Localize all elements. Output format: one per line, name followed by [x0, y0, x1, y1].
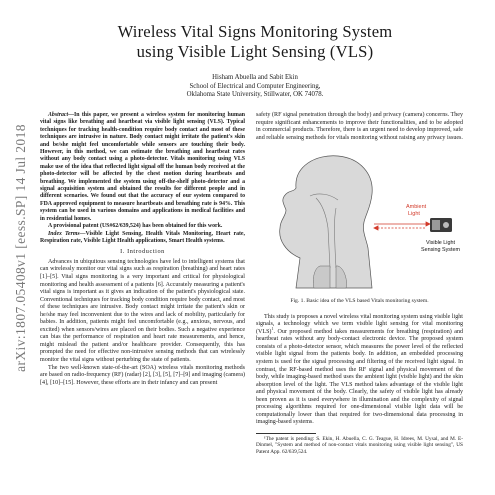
lungs-icon: [313, 266, 346, 288]
title-line-1: Wireless Vital Signs Monitoring System: [117, 22, 393, 41]
affiliation-line-2: Oklahoma State University, Stillwater, OK 74078.: [186, 91, 324, 99]
intro-paragraph-1: Advances in ubiquitous sensing technologies have led to intelligent systems that can wirelessly monitor our vital signs such as respiration (breathing) and heart rates [1]–[5]. Vital signs monitoring is a very important and critical for physiological monitoring and health assessment of a patients [6]. Accurately measuring a patient's vital signs is important as it gives an indication of the patient's physiological state. Conventional techniques for tracking body condition require body contact, and most of these techniques are intrusive. Body contact might irritate the patient's skin or he/she may feel inconvenient due to the wires and lack of mobility, particularly for babies. In addition, patients might feel uncomfortable (e.g., anxious, nervous, and excited) when sensors/wires are placed on their bodies. Such a negative experience can bias the performance of respiration and heart rate measurements, and hence, might mislead the patient and/or healthcare provider. Consequently, this has prompted the need for effective non-intrusive sensing methods that can wirelessly monitor the vital signs without perturbing the state of patients.: [40, 258, 245, 363]
arxiv-identifier: [6, 90, 28, 420]
paper-title: [40, 22, 470, 62]
system-label-1: Visible Light: [426, 240, 455, 247]
footnote-marker: 1: [271, 325, 274, 331]
abstract-label: Abstract: [48, 112, 69, 118]
author-names: Hisham Abuella and Sabit Ekin: [212, 74, 298, 81]
light-label: Light: [408, 211, 420, 218]
section-heading-introduction: I. Introduction: [120, 248, 165, 256]
right-paragraph-1-rest: . Our proposed method takes measurements for breathing (respiration) and heartbeat rates without any body-contact electronic device. The proposed system consists of a photo-detector sensor, which measures the power level of the reflected visible light signal from the patients body. In addition, an embedded processing system is used for the signal processing and filtering of the received light signal. In contrast, the RF-based method uses the RF signal and physical movement of the body, while imaging-based method uses the ambient light (visible light) and the skin absorption level of the light. The VLS method takes advantage of the visible light and physical movement of the body. Clearly, the safety of visible light has already been proven as it is used everywhere in illumination and the complexity of signal processing algorithms required for one-dimensional visible light data will be computationally lower than that required for two-dimensional data processing in imaging-based systems.: [256, 328, 463, 426]
index-terms-text: —Visible Light Sensing, Health Vitals Monitoring, Heart rate, Respiration rate, Visible Light Health applications, Smart Health systems.: [40, 230, 245, 244]
affiliation-line-1: School of Electrical and Computer Engineering,: [189, 82, 321, 90]
right-paragraph-0: safety (RF signal penetration through the body) and privacy (camera) concerns. They require significant enhancements to improve their functionalities, and to be adopted in commercial products. Therefore, there is an urgent need to develop improved, safe and reliable sensing methods for vitals monitoring without raising any privacy issues.: [256, 112, 463, 141]
sensing-device-icon: [430, 218, 452, 232]
footnote-divider: [256, 433, 316, 434]
arxiv-id-text: arXiv:1807.05408v1 [eess.SP] 14 Jul 2018: [13, 124, 28, 372]
system-label-2: Sensing System: [421, 247, 460, 254]
reflected-light-arrows: [374, 222, 430, 230]
title-line-2: using Visible Light Sensing (VLS): [136, 42, 374, 61]
figure-1-caption: Fig. 1. Basic idea of the VLS based Vitals monitoring system.: [290, 298, 429, 305]
intro-paragraph-2: The two well-known state-of-the-art (SOA) wireless vitals monitoring methods are based on radio-frequency (RF) (radar) [2], [3], [5], [7]–[9] and imaging (camera) [4], [10]–[15]. However, these efforts are in their infancy and can present: [40, 364, 245, 386]
ambient-label: Ambient: [406, 204, 427, 211]
right-paragraph-1-text: This study is proposes a novel wireless vital monitoring system using visible light signals, a technology which we term visible light sensing for vital monitoring (VLS): [256, 313, 463, 335]
left-column: [40, 112, 245, 387]
author-block: [40, 74, 470, 100]
abstract-text: —In this paper, we present a wireless system for monitoring human vital signs like breathing and heartbeat via visible light sensing (VLS). Typical techniques for tracking health-condition require body contact and most of these techniques are intrusive in nature. Body contact might irritate the patient's skin and be/she might feel uncomfortable while sensors are touching their body. However, in this method, we can estimate the breathing and heartbeat rates without any body contact using a photo-detector. Vitals monitoring using VLS make use of the idea that reflected light signal off the human body received at the photo-detector will be affected by the chest motion during heartbeats and breathing. We implemented the system using off-the-shelf photo-detector and a signal acquisition system and obtained the results for different people and in different scenarios. We found out that the accuracy of our system compared to FDA approved equipment to measure heartbeats and breathing rate is 94%. This system can be used in various domains and applications in medical facilities and in residential homes.: [40, 112, 245, 222]
figure-1: [256, 148, 463, 296]
footnote: ¹The patent is pending: S. Ekin, H. Abuella, C. G. Teague, H. Idrees, M. Uysal, and M. E-Dinmel, "System and method of non-contact vitals monitoring using visible light sensing", US Patent App. 62/639,524.: [256, 435, 463, 455]
index-terms: [40, 231, 245, 246]
vls-system-illustration: [256, 148, 463, 296]
abstract: [40, 112, 245, 223]
right-column: [256, 112, 463, 455]
right-paragraph-1: [256, 314, 463, 427]
index-terms-label: Index Terms: [48, 230, 80, 237]
patent-note: A provisional patent (US#62/639,524) has been obtained for this work.: [48, 223, 223, 230]
